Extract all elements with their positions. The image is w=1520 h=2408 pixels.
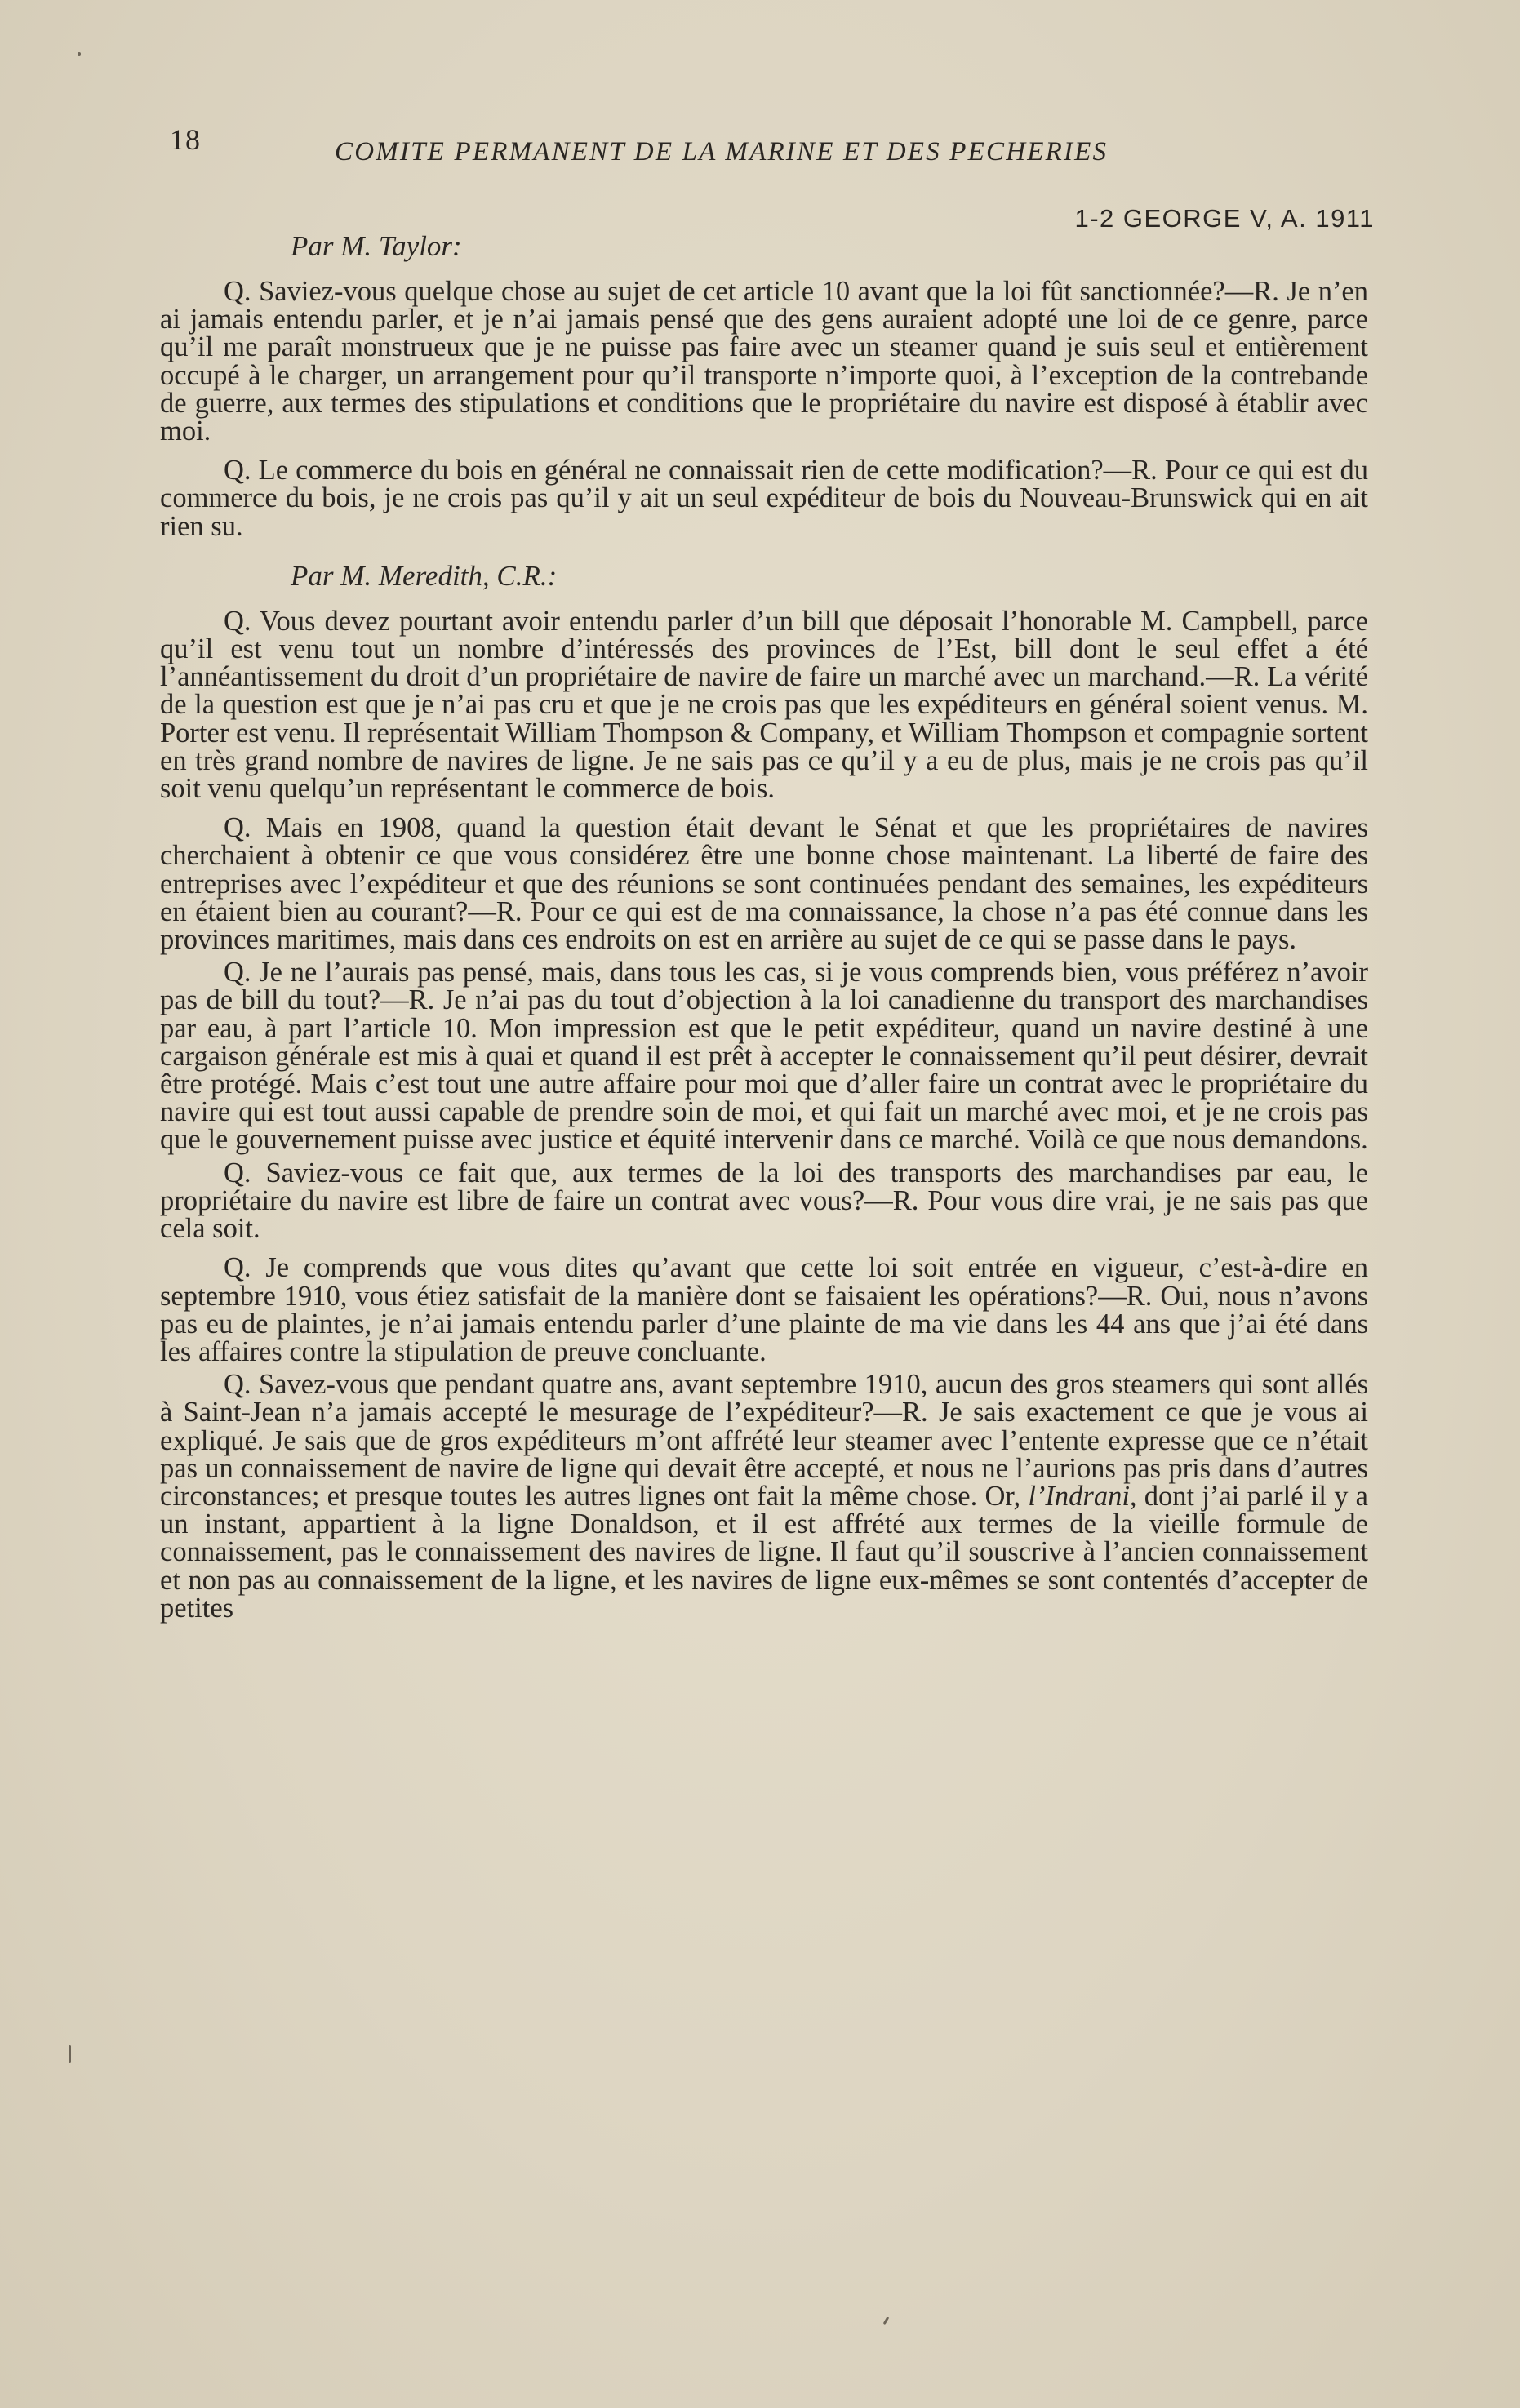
paragraph: Q. Je ne l’aurais pas pensé, mais, dans tous les cas, si je vous comprends bien, vous préférez n’avoir pas de bill du tout?—R. Je n’ai pas du tout d’objection à la loi canadienne du transport des marchandises par eau, à part l’article 10. Mon impression est que le petit expéditeur, quand un navire destiné à une cargaison générale est mis à quai et quand il est prêt à accepter le connaissement qu’il peut désirer, devrait être protégé. Mais c’est tout une autre affaire pour moi que d’aller faire un contrat avec le propriétaire du navire qui est tout aussi capable de prendre soin de moi, et qui fait un marché avec moi, et je ne crois pas que le gouvernement puisse avec justice et équité intervenir dans ce marché. Voilà ce que nous demandons.	[160, 957, 1368, 1156]
paragraph	[160, 1371, 1368, 1622]
paragraph: Q. Mais en 1908, quand la question était devant le Sénat et que les propriétaires de navires cherchaient à obtenir ce que vous considérez être une bonne chose maintenant. La liberté de faire des entreprises avec l’expéditeur et que des réunions se sont continuées pendant des semaines, les expéditeurs en étaient bien au courant?—R. Pour ce qui est de ma connaissance, la chose n’a pas été connue dans les provinces maritimes, mais dans ces endroits on est en arrière au sujet de ce qui se passe dans le pays.	[160, 812, 1368, 956]
paragraph: Q. Le commerce du bois en général ne connaissait rien de cette modification?—R. Pour ce qui est du commerce du bois, je ne crois pas qu’il y ait un seul expéditeur de bois du Nouveau-Brunswick qui en ait rien su.	[160, 455, 1368, 542]
paragraph: Q. Saviez-vous quelque chose au sujet de cet article 10 avant que la loi fût sanctionnée?—R. Je n’en ai jamais entendu parler, et je n’ai jamais pensé que des gens auraient adopté une loi de ce genre, parce qu’il me paraît monstrueux que je ne puisse pas faire avec un steamer quand je suis seul et entièrement occupé à le charger, un arrangement pour qu’il transporte n’importe quoi, à l’exception de la contrebande de guerre, aux termes des stipulations et conditions que le propriétaire du navire est disposé à établir avec moi.	[160, 276, 1368, 447]
running-title: COMITE PERMANENT DE LA MARINE ET DES PECHERIES	[335, 137, 1109, 167]
ship-name: l’Indrani,	[1028, 1480, 1137, 1512]
page-number: 18	[170, 123, 201, 156]
margin-mark	[69, 2045, 71, 2063]
speaker-heading: Par M. Meredith, C.R.:	[291, 559, 558, 592]
paragraph: Q. Saviez-vous ce fait que, aux termes de la loi des transports des marchandises par eau, le propriétaire du navire est libre de faire un contrat avec vous?—R. Pour vous dire vrai, je ne sais pas que cela soit.	[160, 1157, 1368, 1245]
body-text	[160, 230, 1368, 1627]
paragraph-text: dont j’ai parlé il y a un instant, appartient à la ligne Donaldson, et il est affrété aux termes de la vieille formule de connaissement, pas le connaissement des navires de ligne. Il faut qu’il souscrive à l’ancien connaissement et non pas au connaissement de la ligne, et les navires de ligne eux-mêmes se sont contentés d’accepter de petites	[160, 1480, 1368, 1624]
margin-mark	[883, 2317, 890, 2325]
paragraph-text: Q. Savez-vous que pendant quatre ans, avant septembre 1910, aucun des gros steamers qui sont allés à Saint-Jean n’a jamais accepté le mesurage de l’expéditeur?—R. Je sais exactement ce que je vous ai expliqué. Je sais que de gros expéditeurs m’ont affrété leur steamer avec l’entente expresse que ce n’était pas un connaissement de navire de ligne qui devait être accepté, et nous ne l’aurions pas pris dans d’autres circonstances; et presque toutes les autres lignes ont fait la même chose. Or,	[160, 1369, 1368, 1512]
session-reference: 1-2 GEORGE V, A. 1911	[1074, 204, 1375, 233]
paragraph: Q. Je comprends que vous dites qu’avant que cette loi soit entrée en vigueur, c’est-à-dire en septembre 1910, vous étiez satisfait de la manière dont se faisaient les opérations?—R. Oui, nous n’avons pas eu de plaintes, je n’ai jamais entendu parler d’une plainte de ma vie dans les 44 ans que j’ai été dans les affaires contre la stipulation de preuve concluante.	[160, 1252, 1368, 1367]
paragraph: Q. Vous devez pourtant avoir entendu parler d’un bill que déposait l’honorable M. Campbell, parce qu’il est venu tout un nombre d’intéressés des provinces de l’Est, bill dont le seul effet a été l’annéantissement du droit d’un propriétaire de navire de faire un marché avec un marchand.—R. La vérité de la question est que je n’ai pas cru et que je ne crois pas que les expéditeurs en général soient venus. M. Porter est venu. Il représentait William Thompson & Company, et William Thompson et compagnie sortent en très grand nombre de navires de ligne. Je ne sais pas ce qu’il y a eu de plus, mais je ne crois pas qu’il soit venu quelqu’un représentant le commerce de bois.	[160, 605, 1368, 805]
margin-mark	[78, 52, 81, 56]
speaker-heading: Par M. Taylor:	[291, 230, 462, 262]
